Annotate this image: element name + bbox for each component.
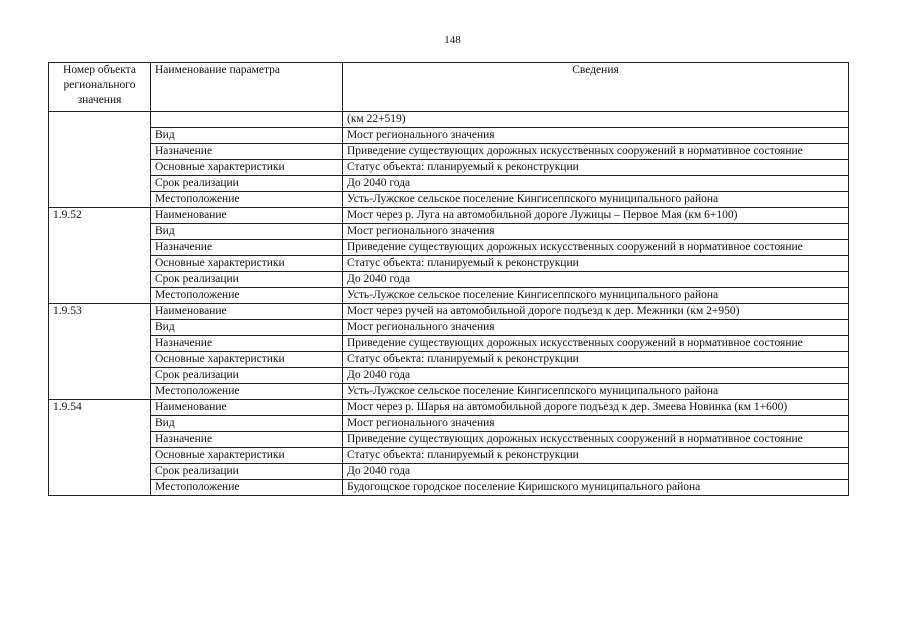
object-number-cell (49, 112, 151, 208)
table-row (49, 272, 849, 288)
parameter-name-cell: Местоположение (151, 480, 343, 496)
table-row (49, 112, 849, 128)
table-row (49, 464, 849, 480)
parameter-value-cell: Мост через ручей на автомобильной дороге подъезд к дер. Межники (км 2+950) (343, 304, 849, 320)
parameter-name-cell: Вид (151, 224, 343, 240)
table-body (49, 112, 849, 496)
table-row (49, 432, 849, 448)
object-number-cell: 1.9.52 (49, 208, 151, 304)
page-number: 148 (444, 34, 461, 46)
parameter-name-cell: Срок реализации (151, 464, 343, 480)
parameter-name-cell: Местоположение (151, 384, 343, 400)
parameter-name-cell: Назначение (151, 336, 343, 352)
parameter-name-cell: Срок реализации (151, 368, 343, 384)
parameter-name-cell: Основные характеристики (151, 160, 343, 176)
parameter-name-cell: Наименование (151, 208, 343, 224)
table-row (49, 208, 849, 224)
parameter-value-cell: Статус объекта: планируемый к реконструкции (343, 448, 849, 464)
parameter-name-cell: Назначение (151, 240, 343, 256)
table-row (49, 304, 849, 320)
parameter-name-cell: Срок реализации (151, 272, 343, 288)
parameter-name-cell: Основные характеристики (151, 352, 343, 368)
header-info: Сведения (343, 63, 849, 112)
parameters-table (48, 62, 849, 496)
table-row (49, 192, 849, 208)
parameter-value-cell: До 2040 года (343, 176, 849, 192)
parameter-name-cell: Основные характеристики (151, 448, 343, 464)
table-row (49, 240, 849, 256)
header-object-number: Номер объекта регионального значения (49, 63, 151, 112)
parameter-value-cell: Усть-Лужское сельское поселение Кингисеппского муниципального района (343, 192, 849, 208)
table-row (49, 144, 849, 160)
parameter-value-cell: Мост регионального значения (343, 320, 849, 336)
parameter-value-cell: Усть-Лужское сельское поселение Кингисеппского муниципального района (343, 384, 849, 400)
parameter-value-cell: Приведение существующих дорожных искусственных сооружений в нормативное состояние (343, 336, 849, 352)
header-parameter-name: Наименование параметра (151, 63, 343, 112)
parameter-value-cell: До 2040 года (343, 464, 849, 480)
table-row (49, 288, 849, 304)
parameter-name-cell: Местоположение (151, 192, 343, 208)
parameter-value-cell: Приведение существующих дорожных искусственных сооружений в нормативное состояние (343, 144, 849, 160)
parameter-name-cell: Наименование (151, 304, 343, 320)
parameter-value-cell: Будогощское городское поселение Киришского муниципального района (343, 480, 849, 496)
table-row (49, 448, 849, 464)
parameter-name-cell: Местоположение (151, 288, 343, 304)
parameter-name-cell (151, 112, 343, 128)
parameter-name-cell: Основные характеристики (151, 256, 343, 272)
table-row (49, 416, 849, 432)
table-row (49, 160, 849, 176)
parameter-value-cell: Усть-Лужское сельское поселение Кингисеппского муниципального района (343, 288, 849, 304)
table-row (49, 480, 849, 496)
table-row (49, 224, 849, 240)
parameter-value-cell: Статус объекта: планируемый к реконструкции (343, 160, 849, 176)
parameter-value-cell: Мост через р. Шарья на автомобильной дороге подъезд к дер. Змеева Новинка (км 1+600) (343, 400, 849, 416)
parameter-value-cell: Приведение существующих дорожных искусственных сооружений в нормативное состояние (343, 432, 849, 448)
parameter-value-cell: Мост регионального значения (343, 416, 849, 432)
parameter-value-cell: Приведение существующих дорожных искусственных сооружений в нормативное состояние (343, 240, 849, 256)
parameter-name-cell: Срок реализации (151, 176, 343, 192)
table-row (49, 400, 849, 416)
parameter-name-cell: Вид (151, 416, 343, 432)
parameter-name-cell: Вид (151, 128, 343, 144)
parameter-value-cell: Мост регионального значения (343, 128, 849, 144)
parameter-value-cell: До 2040 года (343, 272, 849, 288)
parameter-value-cell: Статус объекта: планируемый к реконструкции (343, 256, 849, 272)
parameter-value-cell: Мост регионального значения (343, 224, 849, 240)
table-row (49, 128, 849, 144)
table-row (49, 256, 849, 272)
object-number-cell: 1.9.54 (49, 400, 151, 496)
table-header-row (49, 63, 849, 112)
table-row (49, 384, 849, 400)
parameter-name-cell: Наименование (151, 400, 343, 416)
parameter-value-cell: Статус объекта: планируемый к реконструкции (343, 352, 849, 368)
parameter-value-cell: Мост через р. Луга на автомобильной дороге Лужицы – Первое Мая (км 6+100) (343, 208, 849, 224)
table-row (49, 336, 849, 352)
parameter-name-cell: Вид (151, 320, 343, 336)
parameter-name-cell: Назначение (151, 144, 343, 160)
parameter-value-cell: (км 22+519) (343, 112, 849, 128)
parameter-name-cell: Назначение (151, 432, 343, 448)
object-number-cell: 1.9.53 (49, 304, 151, 400)
table-row (49, 320, 849, 336)
table-row (49, 352, 849, 368)
table-row (49, 176, 849, 192)
parameter-value-cell: До 2040 года (343, 368, 849, 384)
table-row (49, 368, 849, 384)
